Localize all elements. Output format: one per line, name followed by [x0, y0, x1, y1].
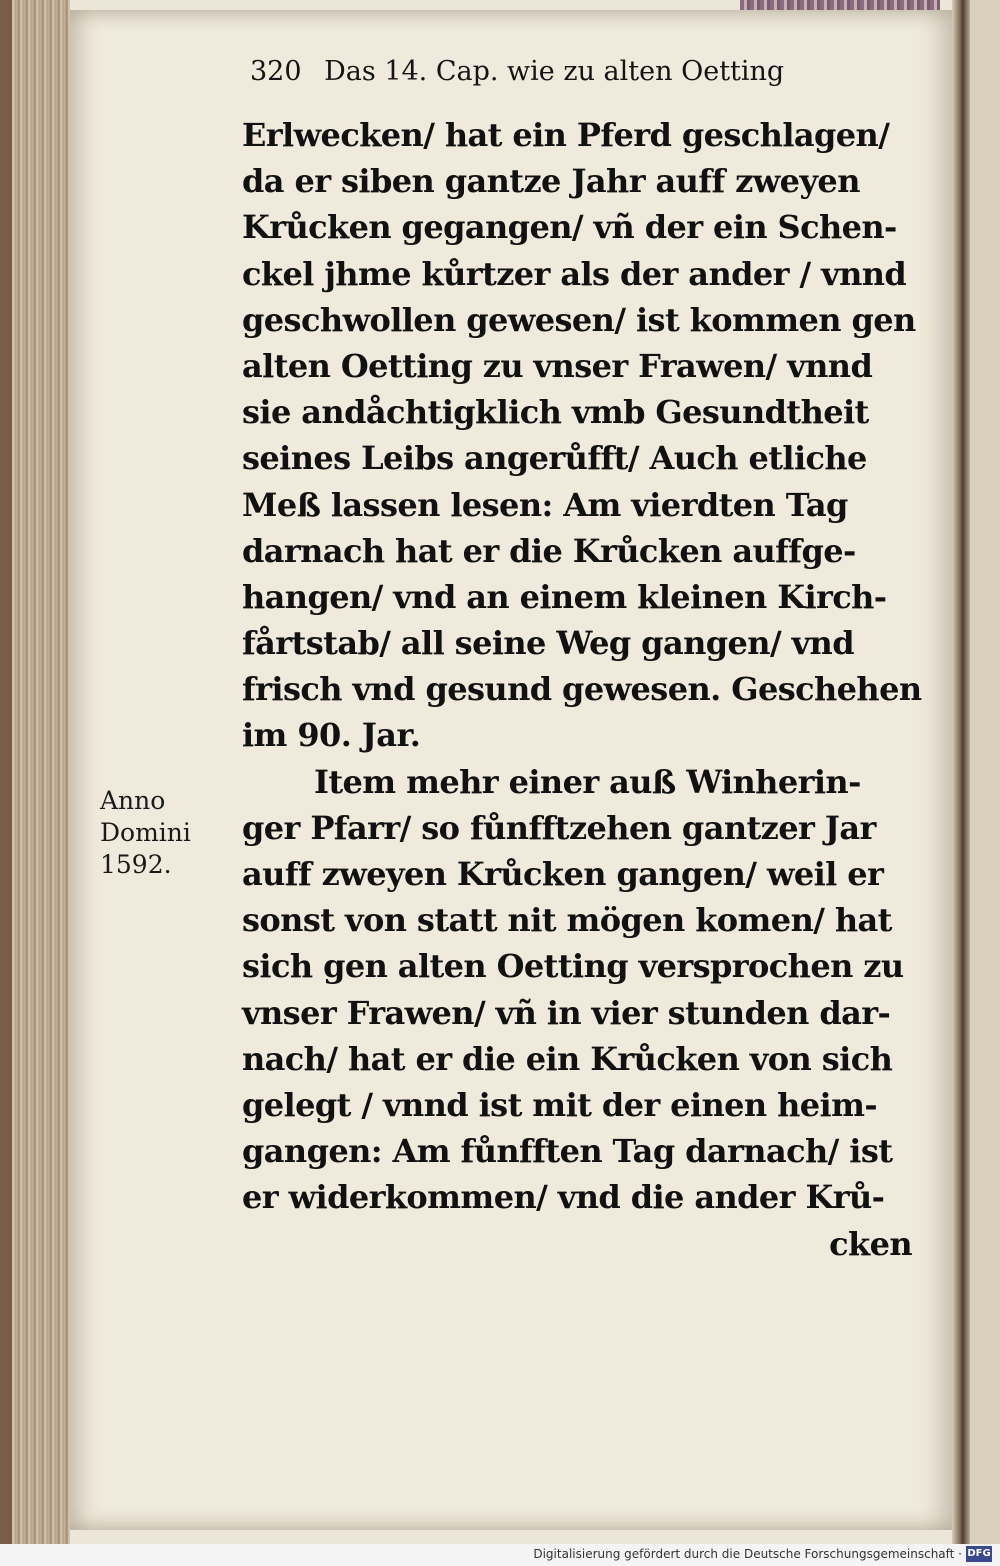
funding-credit: Digitalisierung gefördert durch die Deutsche Forschungsgemeinschaft · [533, 1547, 962, 1561]
text-line: sie andåchtigklich vmb Gesundtheit [242, 393, 869, 432]
text-line: er widerkommen/ vnd die ander Krů- [242, 1178, 885, 1217]
body-text [242, 112, 942, 1267]
text-line: gangen: Am fůnfften Tag darnach/ ist [242, 1132, 893, 1171]
dfg-logo: DFG [966, 1546, 992, 1562]
text-line: sonst von statt nit mögen komen/ hat [242, 901, 892, 940]
book-gutter [952, 0, 970, 1566]
text-line: hangen/ vnd an einem kleinen Kirch- [242, 577, 887, 616]
text-line: frisch vnd gesund gewesen. Geschehen [242, 670, 922, 709]
text-line: gelegt / vnnd ist mit der einen heim- [242, 1085, 878, 1124]
text-line: ckel jhme kůrtzer als der ander / vnnd [242, 254, 907, 293]
text-line: geschwollen gewesen/ ist kommen gen [242, 300, 916, 339]
text-line: nach/ hat er die ein Krůcken von sich [242, 1039, 893, 1078]
paragraph-start-line: Item mehr einer auß Winherin- [314, 762, 861, 801]
catchword: cken [829, 1224, 912, 1263]
text-line: Krůcken gegangen/ vñ der ein Schen- [242, 208, 897, 247]
text-line: vnser Frawen/ vñ in vier stunden dar- [242, 993, 891, 1032]
text-line: sich gen alten Oetting versprochen zu [242, 947, 904, 986]
book-cover-edge [0, 0, 12, 1566]
text-line: im 90. Jar. [242, 716, 421, 755]
text-line: Erlwecken/ hat ein Pferd geschlagen/ [242, 116, 890, 154]
text-line: ger Pfarr/ so fůnfftzehen gantzer Jar [242, 808, 876, 847]
text-line: seines Leibs angerůfft/ Auch etliche [242, 439, 867, 478]
page-number: 320 [250, 56, 302, 87]
marginal-line: Anno [100, 786, 166, 815]
marginal-note [100, 785, 230, 881]
text-line: auff zweyen Krůcken gangen/ weil er [242, 855, 884, 893]
text-line: fårtstab/ all seine Weg gangen/ vnd [242, 624, 855, 663]
text-line: Meß lassen lesen: Am vierdten Tag [242, 485, 848, 524]
running-title: Das 14. Cap. wie zu alten Oetting [324, 56, 785, 87]
running-head [250, 56, 830, 87]
marginal-line: 1592. [100, 850, 172, 879]
text-line: darnach hat er die Krůcken auffge- [242, 531, 856, 570]
marginal-line: Domini [100, 818, 191, 847]
text-line: da er siben gantze Jahr auff zweyen [242, 162, 860, 201]
text-line: alten Oetting zu vnser Frawen/ vnnd [242, 346, 873, 385]
facing-page-edge [970, 0, 1000, 1566]
